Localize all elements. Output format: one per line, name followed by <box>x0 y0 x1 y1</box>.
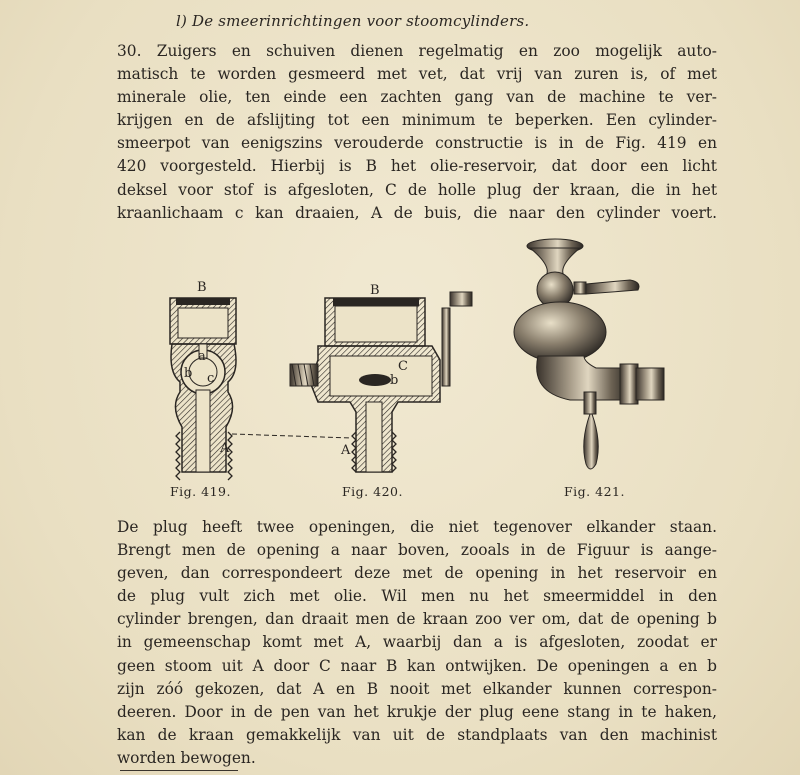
text-line: 30. Zuigers en schuiven dienen regelmatig en zoo mogelijk auto- <box>117 42 717 60</box>
fig419-label-a: a <box>198 349 206 364</box>
fig420-label-C: C <box>398 359 408 374</box>
text-line: Brengt men de opening a naar boven, zooals in de Figuur is aange- <box>117 541 717 560</box>
caption-fig-420: Fig. 420. <box>342 484 403 499</box>
text-line: smeerpot van eenigszins verouderde constructie is in de Fig. 419 en <box>117 134 717 153</box>
figure-419-drawing <box>170 280 236 480</box>
figure-421-drawing <box>514 239 664 469</box>
text-line: deksel voor stof is afgesloten, C de holle plug der kraan, die in het <box>117 180 717 199</box>
caption-fig-419: Fig. 419. <box>170 484 231 499</box>
fig420-label-A: A <box>341 443 351 458</box>
text-line: de plug vult zich met olie. Wil men nu het smeermiddel in den <box>117 587 717 606</box>
text-line: De plug heeft twee openingen, die niet tegenover elkander staan. <box>117 518 717 536</box>
fig419-label-b: b <box>184 366 193 381</box>
paragraph-explanation <box>117 516 717 770</box>
figure-420-drawing <box>290 283 472 472</box>
text-line: zijn zóó gekozen, dat A en B nooit met elkander kunnen correspon- <box>117 679 717 698</box>
fig419-label-A: A <box>220 441 230 456</box>
text-line: minerale olie, ten einde een zachten gang van de machine te ver- <box>117 88 717 107</box>
section-heading: l) De smeerinrichtingen voor stoomcylinders. <box>176 12 530 30</box>
dashed-connector <box>232 434 352 438</box>
fig419-label-c: c <box>207 371 215 386</box>
caption-fig-421: Fig. 421. <box>564 484 625 499</box>
text-line: worden bewogen. <box>117 748 256 767</box>
text-line: kraanlichaam c kan draaien, A de buis, die naar den cylinder voert. <box>117 203 717 222</box>
text-line: kan de kraan gemakkelijk van uit de standplaats van den machinist <box>117 725 717 744</box>
fig420-label-B: B <box>370 283 380 298</box>
text-line: geven, dan correspondeert deze met de opening in het reservoir en <box>117 564 717 583</box>
text-line: in gemeenschap komt met A, waarbij dan a is afgesloten, zoodat er <box>117 633 717 652</box>
text-line: 420 voorgesteld. Hierbij is B het olie-reservoir, dat door een licht <box>117 157 717 176</box>
text-line: cylinder brengen, dan draait men de kraan zoo ver om, dat de opening b <box>117 610 717 629</box>
paragraph-intro <box>117 40 717 225</box>
text-line: matisch te worden gesmeerd met vet, dat vrij van zuren is, of met <box>117 65 717 84</box>
text-line: geen stoom uit A door C naar B kan ontwijken. De openingen a en b <box>117 656 717 675</box>
footnote-rule <box>120 770 238 771</box>
text-line: krijgen en de afslijting tot een minimum te beperken. Een cylinder- <box>117 111 717 130</box>
fig420-label-b: b <box>390 373 399 388</box>
fig419-label-B: B <box>197 280 207 295</box>
text-line: deeren. Door in de pen van het krukje der plug eene stang in te haken, <box>117 702 717 721</box>
figures-illustration <box>0 232 800 512</box>
